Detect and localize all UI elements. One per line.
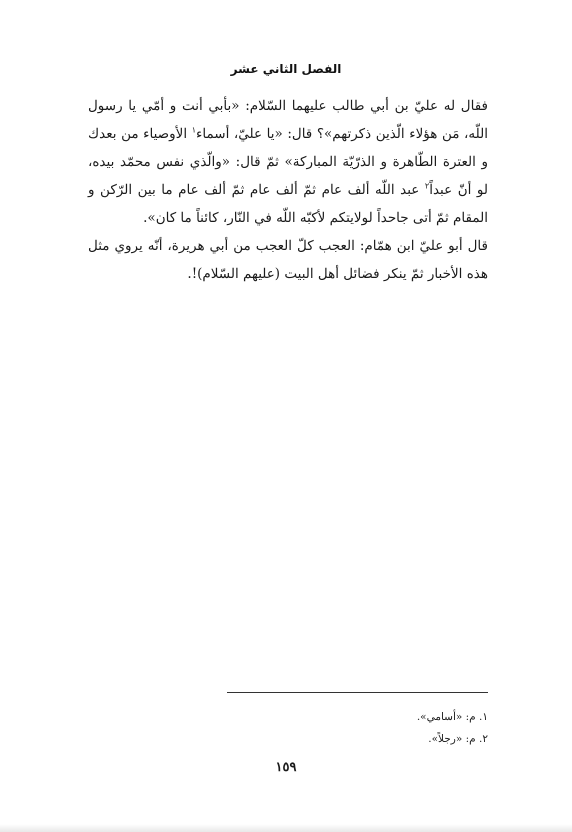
paragraph-hadith-part1: فقال له عليّ بن أبي طالب عليهما السّلام: «بأبي أنت و أمّي يا رسول اللّه، مَن هؤلاء الّذين ذكرتهم»؟ قال: «يا عليّ، أسماء xyxy=(88,98,488,142)
footnote-2: ٢. م: «رجلاً». xyxy=(428,733,488,745)
paragraph-commentary: قال أبو عليّ ابن همّام: العجب كلّ العجب من أبي هريرة، أنّه يروي مثل هذه الأخبار ثمّ ينكر فضائل أهل البيت (عليهم السّلام)!. xyxy=(88,238,488,282)
footnote-divider xyxy=(227,692,488,693)
page-number: ١٥٩ xyxy=(275,760,297,775)
paragraph-hadith xyxy=(88,92,488,232)
footnote-ref-2[interactable]: ٢ xyxy=(424,181,430,191)
footnote-ref-1[interactable]: ١ xyxy=(191,125,196,135)
paragraph-hadith-part3: عبد اللّه ألف عام ثمّ ألف عام ثمّ ألف عام ما بين الرّكن و المقام ثمّ أتى جاحداً لولايتكم لأكبّه اللّه في النّار، كائناً ما كان». xyxy=(88,182,488,226)
footnotes xyxy=(227,706,488,750)
page-bottom-edge xyxy=(0,824,572,832)
paragraph-hadith-part2: الأوصياء من بعدك و العترة الطّاهرة و الذرّيّة المباركة» ثمّ قال: «والّذي نفس محمّد بيده، لو أنّ عبداً xyxy=(88,126,488,198)
chapter-title: الفصل الثاني عشر xyxy=(230,62,342,76)
main-text xyxy=(88,92,488,288)
footnote-1: ١. م: «أسامي». xyxy=(416,711,488,723)
